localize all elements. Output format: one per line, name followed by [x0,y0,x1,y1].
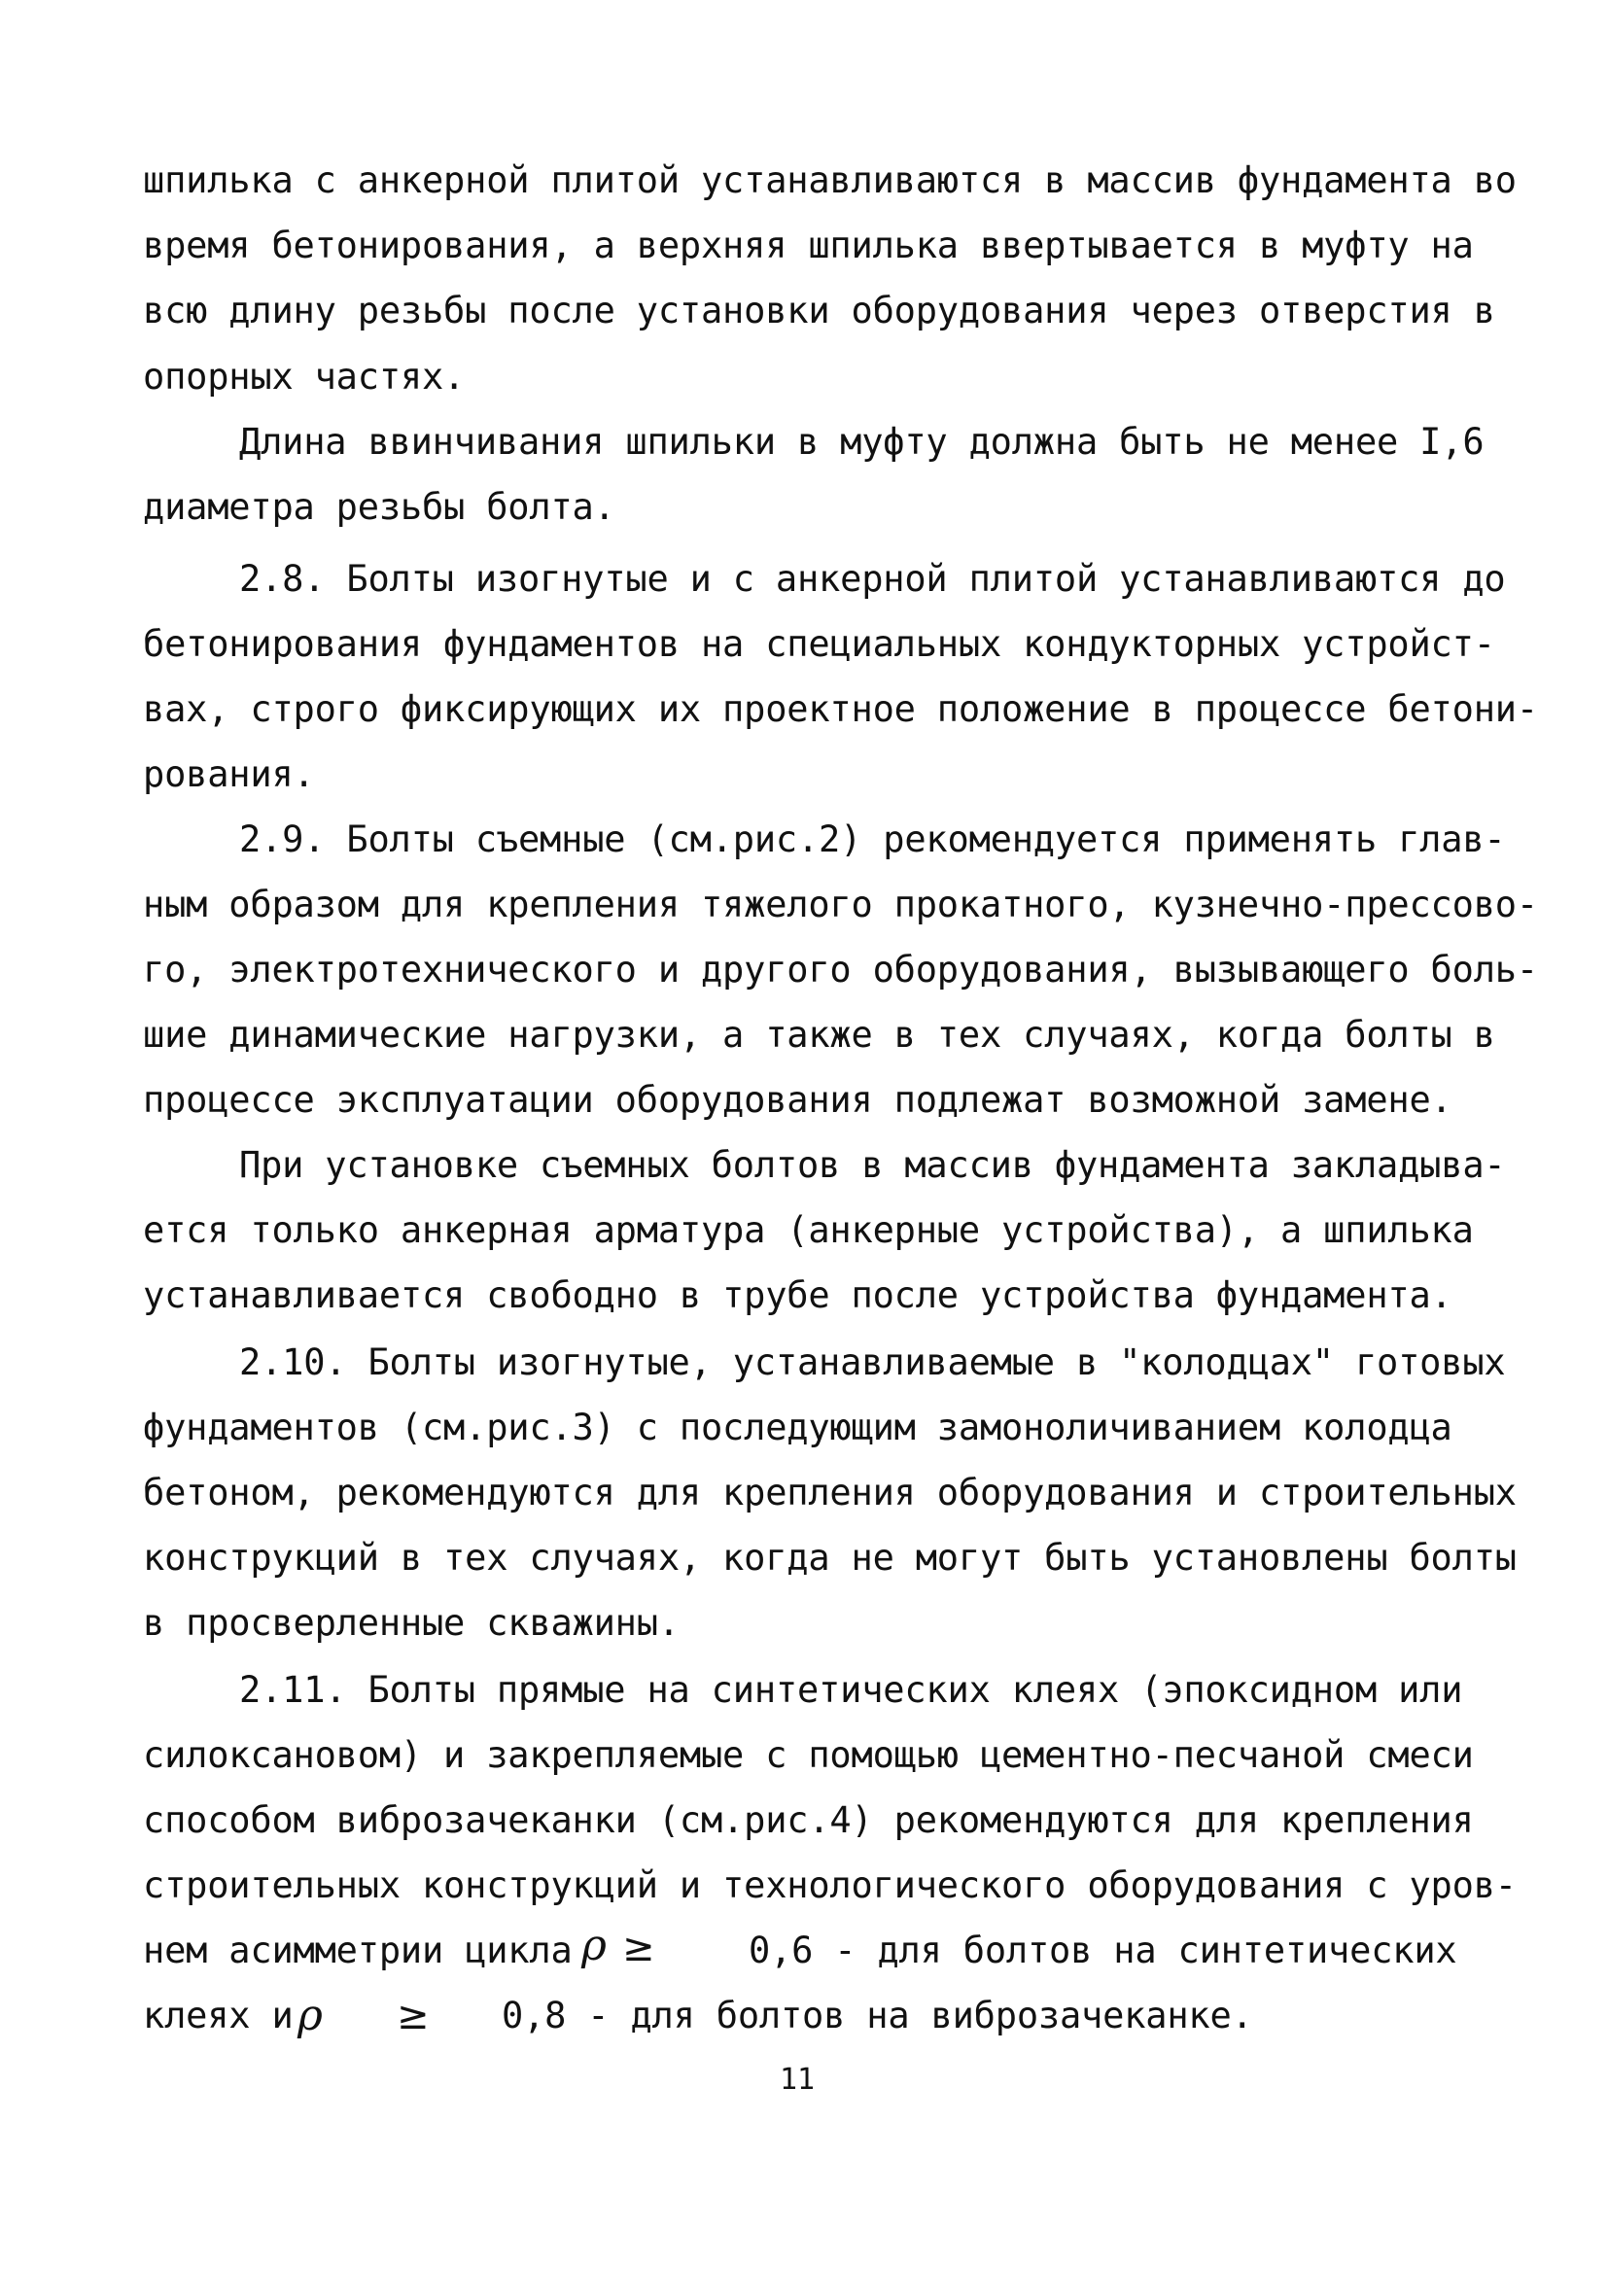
text-line: шпилька с анкерной плитой устанавливаются в массив фундамента во [143,159,1517,201]
text-line: конструкций в тех случаях, когда не могут быть установлены болты [143,1537,1517,1579]
greater-or-equal-sign: ≥ [397,1994,430,2038]
text-line: устанавливается свободно в трубе после устройства фундамента. [143,1274,1452,1316]
text-line: ется только анкерная арматура (анкерные устройства), а шпилька [143,1209,1474,1251]
text-line: 2.9. Болты съемные (см.рис.2) рекомендуется применять глав- [239,818,1506,860]
text-line: 2.8. Болты изогнутые и с анкерной плитой устанавливаются до [239,558,1506,600]
formula-line-text-before: нем асимметрии цикла [143,1930,573,1971]
text-line: бетоном, рекомендуются для крепления оборудования и строительных [143,1472,1517,1513]
text-line: способом виброзачеканки (см.рис.4) рекомендуются для крепления [143,1799,1474,1841]
text-line: фундаментов (см.рис.3) с последующим замоноличиванием колодца [143,1407,1452,1448]
greater-or-equal-sign: ≥ [622,1926,655,1970]
rho-symbol: ρ [297,1991,323,2040]
text-line: 2.11. Болты прямые на синтетических клеях (эпоксидном или [239,1669,1463,1711]
formula-line-text-after: 0,8 - для болтов на виброзачеканке. [502,1995,1253,2036]
text-line: 2.10. Болты изогнутые, устанавливаемые в "колодцах" готовых [239,1341,1506,1383]
text-line: в просверленные скважины. [143,1602,680,1644]
text-line: всю длину резьбы после установки оборудования через отверстия в [143,290,1495,331]
text-line: рования. [143,753,315,795]
text-line: шие динамические нагрузки, а также в тех случаях, когда болты в [143,1014,1495,1056]
text-line: силоксановом) и закрепляемые с помощью цементно-песчаной смеси [143,1734,1474,1776]
text-line: ным образом для крепления тяжелого прокатного, кузнечно-прессово- [143,884,1538,925]
text-line: процессе эксплуатации оборудования подлежат возможной замене. [143,1079,1452,1121]
text-line: диаметра резьбы болта. [143,486,615,528]
text-line: При установке съемных болтов в массив фундамента закладыва- [239,1144,1506,1186]
page-number: 11 [780,2063,816,2097]
text-line: опорных частях. [143,356,466,398]
text-line: строительных конструкций и технологического оборудования с уров- [143,1864,1517,1906]
text-line: время бетонирования, а верхняя шпилька ввертывается в муфту на [143,225,1474,266]
rho-symbol: ρ [581,1921,607,1970]
formula-line-text-after: 0,6 - для болтов на синтетических [749,1930,1457,1971]
text-line: Длина ввинчивания шпильки в муфту должна быть не менее I,6 [239,421,1485,463]
formula-line-text-before: клеях и [143,1995,294,2036]
text-line: бетонирования фундаментов на специальных кондукторных устройст- [143,623,1495,665]
text-line: вах, строго фиксирующих их проектное положение в процессе бетони- [143,688,1538,730]
text-line: го, электротехнического и другого оборудования, вызывающего боль- [143,949,1538,991]
